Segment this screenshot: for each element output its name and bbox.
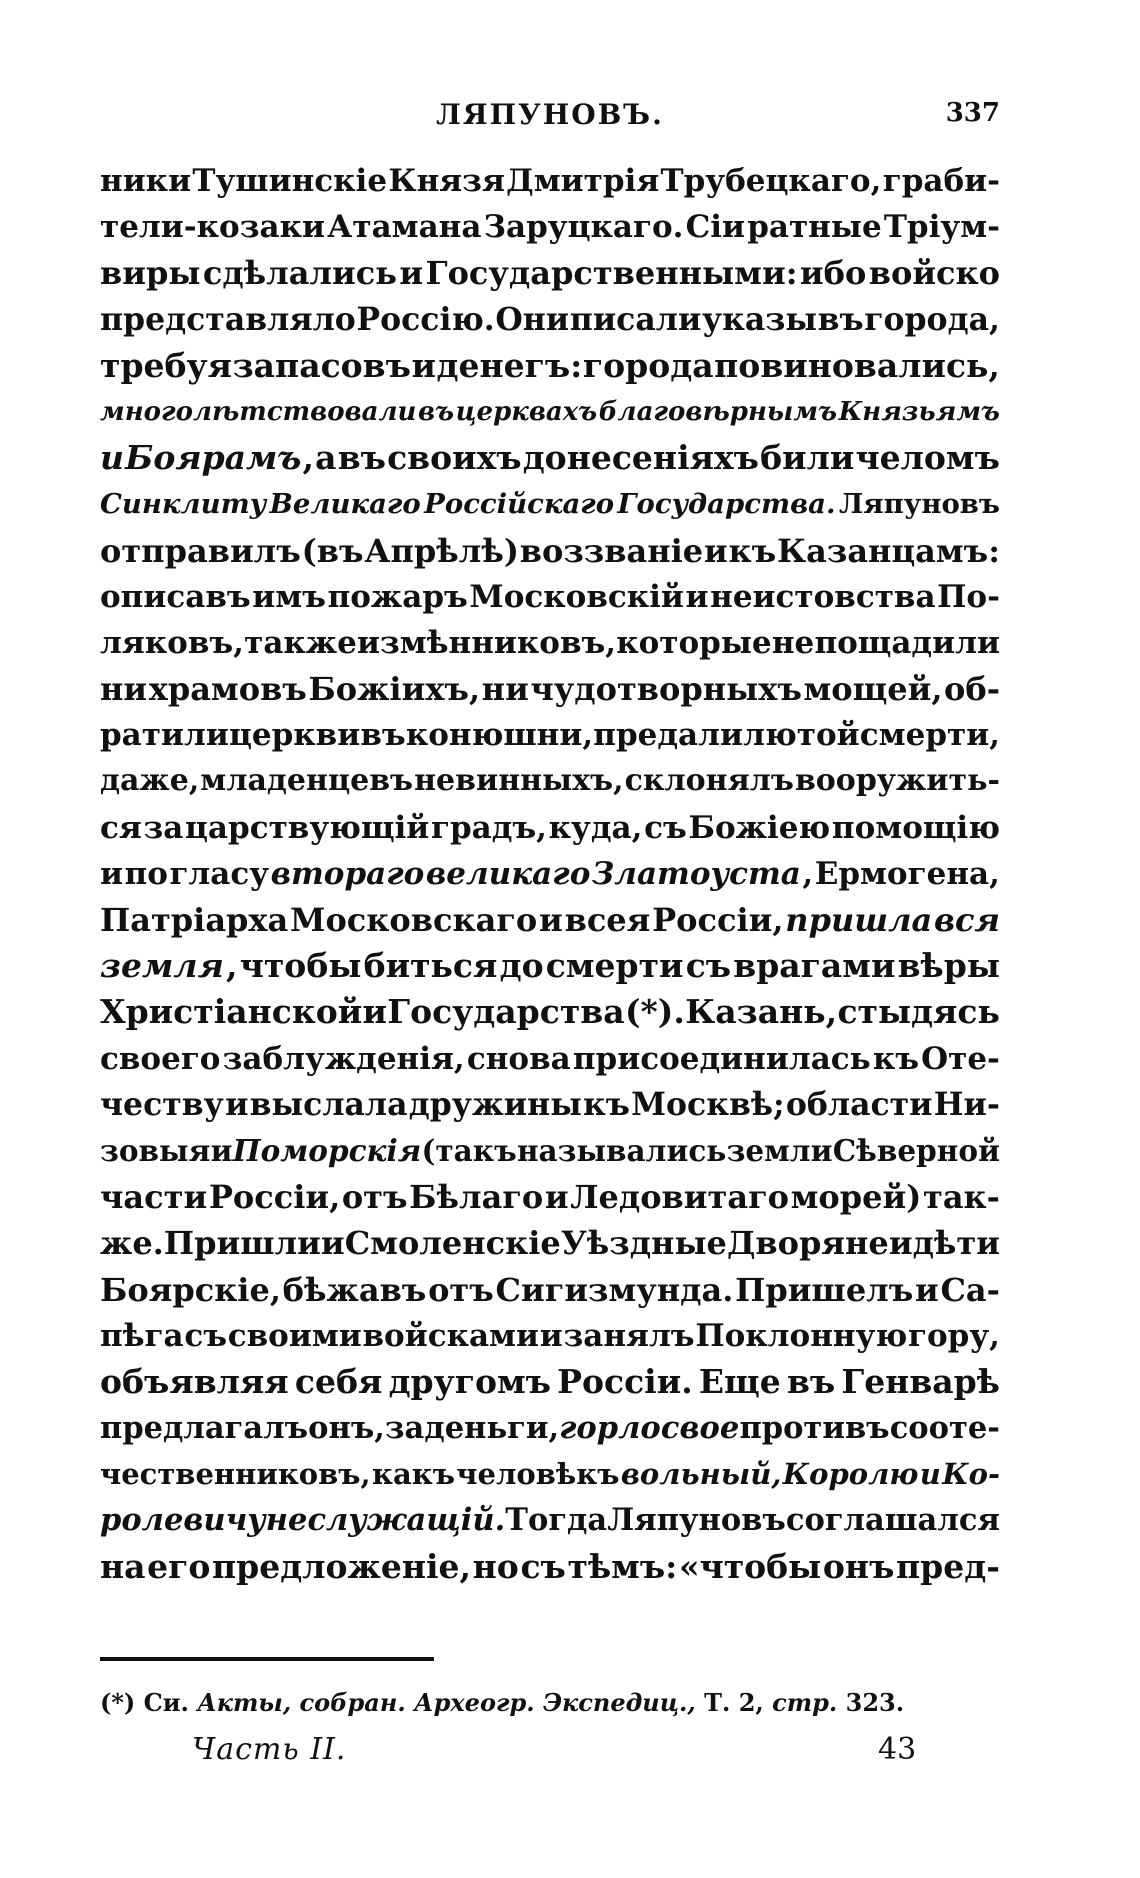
text-line xyxy=(100,1128,1000,1174)
word: и xyxy=(539,1317,563,1354)
word: Князьямъ xyxy=(838,396,1000,427)
word: другомъ xyxy=(388,1361,551,1401)
word: пришла xyxy=(785,901,933,939)
word: Тріум- xyxy=(883,209,1000,246)
word: части xyxy=(100,1178,208,1217)
word: и xyxy=(539,901,563,939)
footnote-segment: 323. xyxy=(845,1688,905,1717)
word: Смоленскіе xyxy=(344,1224,561,1263)
word: въ xyxy=(418,396,455,427)
text-line xyxy=(100,1497,1000,1543)
word: виры xyxy=(100,254,201,293)
word: къ xyxy=(583,1085,630,1123)
word: какъ xyxy=(372,1457,455,1492)
word: (*). xyxy=(624,992,685,1032)
word: смерти xyxy=(545,946,684,986)
word: денегъ: xyxy=(436,345,583,385)
word: били xyxy=(760,438,855,478)
word: Московскаго xyxy=(290,901,538,939)
text-line xyxy=(100,1451,1000,1497)
word: описавъ xyxy=(100,578,251,615)
footnote-rule xyxy=(100,1657,434,1661)
text-line xyxy=(100,250,1000,296)
footnote-segment: стр. xyxy=(772,1688,838,1717)
word: Синклиту xyxy=(100,488,267,521)
word: Генварѣ xyxy=(841,1361,1000,1401)
word: земля xyxy=(100,946,224,986)
word: не xyxy=(771,624,815,661)
word: Тогда xyxy=(505,1502,608,1539)
word: Ледовитаго xyxy=(570,1178,790,1217)
word: Московскій xyxy=(469,578,684,615)
word: Казанцамъ: xyxy=(777,531,1000,570)
word: горло xyxy=(559,1410,661,1447)
text-line xyxy=(100,1082,1000,1128)
word: «чтобы xyxy=(678,1546,822,1586)
word: вѣры xyxy=(897,946,1000,986)
word: войсками xyxy=(362,1317,539,1354)
word: Государства xyxy=(387,992,625,1032)
text-line xyxy=(100,1036,1000,1082)
word: не xyxy=(265,1502,308,1539)
word: вся xyxy=(934,901,1000,939)
word: Христіанской xyxy=(100,992,363,1032)
word: на xyxy=(100,1546,146,1586)
text-line xyxy=(100,758,1000,804)
word: донесеніяхъ xyxy=(522,438,759,478)
word: пред- xyxy=(896,1546,1000,1586)
word: Государственными: xyxy=(425,254,798,293)
word: предали xyxy=(593,717,743,754)
word: честву xyxy=(100,1085,224,1123)
word: сдѣлались xyxy=(202,254,397,293)
word: Россіи, xyxy=(652,901,784,939)
word: въ xyxy=(337,438,386,478)
word: , xyxy=(226,946,238,986)
word: и xyxy=(210,1132,233,1168)
word: имъ xyxy=(252,578,326,615)
word: Дмитрія xyxy=(506,163,660,199)
word: ся xyxy=(100,809,142,846)
word: граби- xyxy=(882,163,1000,199)
word: ники xyxy=(100,163,192,199)
word: предложеніе, xyxy=(212,1546,472,1586)
word: же. xyxy=(100,1224,164,1263)
text-line xyxy=(100,481,1000,527)
text-line xyxy=(100,297,1000,343)
text-line xyxy=(100,204,1000,250)
word: указы xyxy=(701,300,817,338)
word: повиновались, xyxy=(714,345,1000,385)
word: Сигизмунда. xyxy=(495,1270,734,1309)
word: въ xyxy=(817,300,864,338)
word: Королю xyxy=(782,1457,919,1492)
word: дѣти xyxy=(912,1224,1000,1263)
word: Россійскаго xyxy=(424,488,615,521)
word: до xyxy=(499,946,544,986)
word: предлагалъ xyxy=(100,1410,309,1447)
word: Трубецкаго, xyxy=(660,163,882,199)
footnote-segment: Акты, собран. Археогр. Экспедиц., xyxy=(197,1688,696,1717)
word: писали xyxy=(569,300,702,338)
word: онъ, xyxy=(308,1410,385,1447)
word: но xyxy=(472,1546,519,1586)
word: города xyxy=(582,345,714,385)
word: об- xyxy=(944,670,1000,709)
word: биться xyxy=(363,946,498,986)
word: храмовъ xyxy=(148,670,307,709)
footnote-segment: (*) Си. xyxy=(100,1688,189,1717)
word: гласу xyxy=(169,855,270,892)
word: за xyxy=(143,809,184,846)
word: чтобы xyxy=(239,946,362,986)
word: Божіею xyxy=(688,809,831,846)
word: церкви xyxy=(228,717,361,754)
word: человѣкъ xyxy=(456,1457,620,1492)
word: своихъ xyxy=(387,438,522,478)
chapter-title: ЛЯПУНОВЪ. xyxy=(436,98,664,131)
running-head xyxy=(100,98,1000,138)
word: Боярамъ xyxy=(125,438,302,478)
word: морей) xyxy=(790,1178,922,1217)
word: и xyxy=(225,1085,249,1123)
word: вольный, xyxy=(620,1457,782,1492)
word: Пришли xyxy=(163,1224,321,1263)
word: чудотворныхъ xyxy=(530,670,802,709)
word: запасовъ xyxy=(232,345,411,385)
word: неистовства xyxy=(710,578,936,615)
word: соглашался xyxy=(785,1502,1000,1539)
word: Дворяне xyxy=(726,1224,889,1263)
word: помощію xyxy=(831,809,1000,846)
word: снова xyxy=(466,1040,571,1077)
word: пѣга xyxy=(100,1317,184,1354)
text-line xyxy=(100,1313,1000,1359)
word: Ляпуновъ xyxy=(607,1502,786,1539)
text-line xyxy=(100,1174,1000,1220)
word: требуя xyxy=(100,345,233,385)
word: ратные xyxy=(747,209,882,246)
text-line xyxy=(100,528,1000,574)
word: благовѣрнымъ xyxy=(598,396,837,427)
word: Ермогена, xyxy=(814,855,1000,892)
word: Казань, xyxy=(685,992,838,1032)
word: Пришелъ xyxy=(735,1270,914,1309)
word: и xyxy=(685,578,709,615)
word: съ xyxy=(520,1546,566,1586)
word: представляло xyxy=(100,300,356,338)
text-line xyxy=(100,620,1000,666)
word: назывались xyxy=(516,1132,727,1168)
word: стыдясь xyxy=(837,992,1000,1032)
word: великаго xyxy=(425,855,591,892)
word: втораго xyxy=(270,855,425,892)
word: конюшни, xyxy=(405,717,594,754)
word: отправилъ xyxy=(100,531,301,570)
text-line xyxy=(100,1267,1000,1313)
word: мощей, xyxy=(803,670,943,709)
footnote-segment: Т. xyxy=(704,1688,731,1717)
word: лютой xyxy=(743,717,860,754)
word: а xyxy=(315,438,337,478)
word: Россіи, xyxy=(208,1178,341,1217)
word: многолѣтствовали xyxy=(100,396,417,427)
text-line xyxy=(100,851,1000,897)
word: и xyxy=(544,1178,569,1217)
word: въ xyxy=(786,1361,836,1401)
text-line xyxy=(100,897,1000,943)
page-number: 337 xyxy=(945,98,1000,128)
body-text xyxy=(100,158,1000,1590)
word: ратили xyxy=(100,717,229,754)
word: Поморскія xyxy=(232,1132,422,1168)
text-line xyxy=(100,1405,1000,1451)
word: вооружить- xyxy=(794,763,1000,799)
text-line xyxy=(100,943,1000,989)
word: Сѣверной xyxy=(832,1132,1000,1168)
word: и xyxy=(703,531,728,570)
footnote-segment: 2, xyxy=(738,1688,764,1717)
word: Государства. xyxy=(617,488,836,521)
word: по xyxy=(124,855,168,892)
word: соотe- xyxy=(889,1410,1000,1447)
text-line xyxy=(100,666,1000,712)
word: Ляпуновъ xyxy=(838,488,1000,521)
word: Ко- xyxy=(942,1457,1000,1492)
word: церквахъ xyxy=(455,396,598,427)
word: пожаръ xyxy=(327,578,468,615)
word: и xyxy=(100,855,123,892)
word: къ xyxy=(872,1040,919,1077)
text-line xyxy=(100,574,1000,620)
text-line xyxy=(100,805,1000,851)
text-line xyxy=(100,712,1000,758)
word: Москвѣ; xyxy=(631,1085,785,1123)
text-line xyxy=(100,343,1000,389)
word: ни xyxy=(481,670,529,709)
word: выслала xyxy=(249,1085,408,1123)
word: (такъ xyxy=(421,1132,517,1168)
word: присоединилась xyxy=(572,1040,871,1077)
word: Боярскіе, xyxy=(100,1270,281,1309)
word: Поклонную xyxy=(695,1317,908,1354)
word: ни xyxy=(100,670,148,709)
word: чественниковъ, xyxy=(100,1457,371,1492)
word: Еще xyxy=(698,1361,781,1401)
word: Заруцкаго. xyxy=(483,209,684,246)
word: Апрѣлѣ) xyxy=(364,531,519,570)
word: так- xyxy=(922,1178,1000,1217)
word: и xyxy=(362,992,387,1032)
word: Россію. xyxy=(356,300,495,338)
word: и xyxy=(100,438,124,478)
word: , xyxy=(802,855,814,892)
word: съ xyxy=(644,809,687,846)
word: воззваніе xyxy=(519,531,704,570)
word: Великаго xyxy=(269,488,421,521)
word: Златоуста xyxy=(591,855,801,892)
word: младенцевъ xyxy=(200,763,414,799)
word: даже, xyxy=(100,763,200,799)
word: которые xyxy=(616,624,772,661)
word: Са- xyxy=(940,1270,1000,1309)
word: (въ xyxy=(301,531,364,570)
word: тѣмъ: xyxy=(567,1546,678,1586)
word: своего xyxy=(100,1040,221,1077)
word: города, xyxy=(864,300,1000,338)
word: невинныхъ, xyxy=(414,763,624,799)
word: гору, xyxy=(907,1317,1000,1354)
word: челомъ xyxy=(855,438,1000,478)
word: и xyxy=(320,1224,345,1263)
word: и xyxy=(915,1270,939,1309)
word: войско xyxy=(868,254,1000,293)
word: ибо xyxy=(799,254,867,293)
word: и xyxy=(411,345,436,385)
word: Божіихъ, xyxy=(308,670,481,709)
word: градъ, xyxy=(430,809,547,846)
word: служащій. xyxy=(307,1502,506,1539)
word: склонялъ xyxy=(624,763,794,799)
text-line xyxy=(100,158,1000,204)
word: къ xyxy=(728,531,777,570)
word: Уѣздные xyxy=(560,1224,727,1263)
word: земли xyxy=(726,1132,833,1168)
word: деньги, xyxy=(424,1410,560,1447)
word: Оте- xyxy=(921,1040,1000,1077)
word: Ни- xyxy=(933,1085,1000,1123)
word: его xyxy=(147,1546,211,1586)
word: онъ xyxy=(822,1546,895,1586)
word: , xyxy=(302,438,315,478)
word: заблужденія, xyxy=(222,1040,465,1077)
word: съ xyxy=(184,1317,227,1354)
text-line xyxy=(100,989,1000,1035)
word: свое xyxy=(660,1410,740,1447)
word: куда, xyxy=(548,809,643,846)
text-line xyxy=(100,389,1000,435)
word: всея xyxy=(564,901,651,939)
word: ролевичу xyxy=(100,1502,266,1539)
word: врагами xyxy=(733,946,896,986)
word: бѣжавъ xyxy=(282,1270,427,1309)
word: занялъ xyxy=(563,1317,695,1354)
word: Атамана xyxy=(327,209,482,246)
word: отъ xyxy=(428,1270,494,1309)
word: ляковъ, xyxy=(100,624,244,661)
word: дружины xyxy=(408,1085,582,1123)
signature-mark: Часть II. xyxy=(192,1732,347,1767)
word: себя xyxy=(294,1361,383,1401)
word: объявляя xyxy=(100,1361,289,1401)
word: своими xyxy=(227,1317,362,1354)
word: По- xyxy=(937,578,1000,615)
word: Патріарха xyxy=(100,901,289,939)
word: съ xyxy=(685,946,732,986)
word: измѣнниковъ, xyxy=(357,624,617,661)
word: Князя xyxy=(388,163,505,199)
word: противъ xyxy=(739,1410,890,1447)
text-line xyxy=(100,1220,1000,1266)
text-line xyxy=(100,1544,1000,1590)
word: Бѣлаго xyxy=(409,1178,544,1217)
word: Россіи. xyxy=(557,1361,693,1401)
word: въ xyxy=(360,717,406,754)
sheet-number: 43 xyxy=(878,1732,917,1767)
word: смерти, xyxy=(859,717,1000,754)
word: отъ xyxy=(341,1178,408,1217)
word: и xyxy=(399,254,424,293)
text-line xyxy=(100,1359,1000,1405)
word: зовыя xyxy=(100,1132,211,1168)
word: за xyxy=(385,1410,425,1447)
word: Они xyxy=(495,300,570,338)
word: пощадили xyxy=(814,624,1000,661)
word: и xyxy=(888,1224,913,1263)
word: Сіи xyxy=(685,209,746,246)
word: также xyxy=(244,624,357,661)
word: тели-козаки xyxy=(100,209,325,246)
footnote xyxy=(100,1688,1000,1717)
word: царствующій xyxy=(185,809,430,846)
word: и xyxy=(919,1457,941,1492)
text-line xyxy=(100,435,1000,481)
word: области xyxy=(785,1085,933,1123)
word: Тушинскіе xyxy=(192,163,388,199)
